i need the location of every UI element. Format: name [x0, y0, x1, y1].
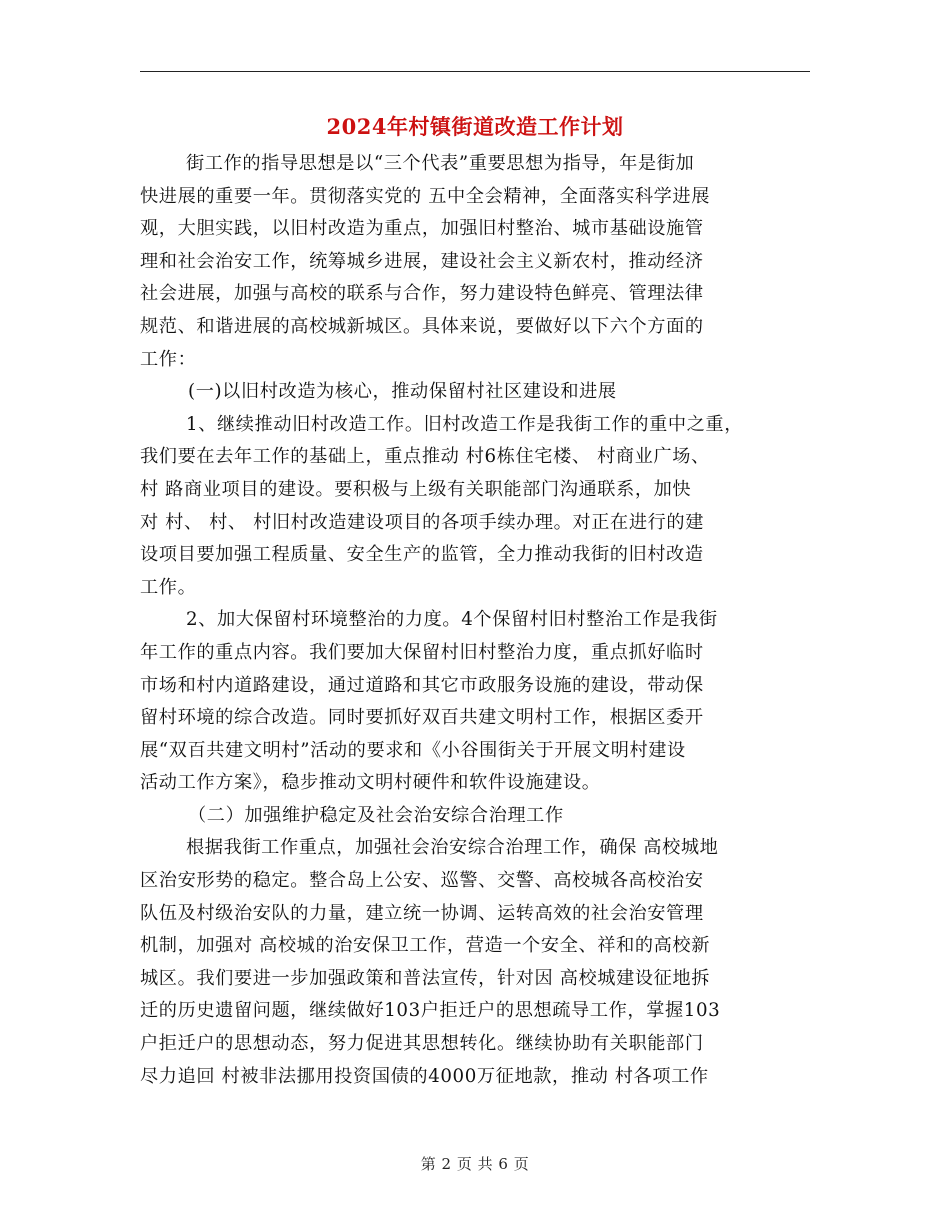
paragraph-line: 工作：	[140, 348, 197, 370]
paragraph-line: 设项目要加强工程质量、安全生产的监管，全力推动我街的旧村改造	[140, 544, 704, 566]
paragraph-line: 观，大胆实践，以旧村改造为重点，加强旧村整治、城市基础设施管	[140, 218, 704, 240]
paragraph-line: 社会进展，加强与高校的联系与合作，努力建设特色鲜亮、管理法律	[140, 283, 704, 305]
paragraph-line: 迁的历史遗留问题，继续做好103户拒迁户的思想疏导工作，掌握103	[140, 1000, 721, 1022]
paragraph-line: 我们要在去年工作的基础上，重点推动 村6栋住宅楼、 村商业广场、	[140, 446, 710, 468]
paragraph-line: 留村环境的综合改造。同时要抓好双百共建文明村工作，根据区委开	[140, 707, 704, 729]
document-body	[140, 148, 815, 1093]
section-heading: (一)以旧村改造为核心，推动保留村社区建设和进展	[188, 381, 617, 403]
paragraph-line: 村 路商业项目的建设。要积极与上级有关职能部门沟通联系，加快	[140, 478, 692, 500]
paragraph-line: 尽力追回 村被非法挪用投资国债的4000万征地款，推动 村各项工作	[140, 1065, 709, 1087]
page-number: 第 2 页 共 6 页	[420, 1155, 530, 1173]
paragraph-line: 城区。我们要进一步加强政策和普法宣传，针对因 高校城建设征地拆	[140, 967, 711, 989]
section-heading: （二）加强维护稳定及社会治安综合治理工作	[188, 804, 564, 826]
paragraph-line: 区治安形势的稳定。整合岛上公安、巡警、交警、高校城各高校治安	[140, 870, 704, 892]
paragraph-line: 2、加大保留村环境整治的力度。4个保留村旧村整治工作是我街	[186, 609, 718, 631]
paragraph-line: 展“双百共建文明村”活动的要求和《小谷围街关于开展文明村建设	[140, 739, 686, 761]
paragraph-line: 根据我街工作重点，加强社会治安综合治理工作，确保 高校城地	[186, 837, 719, 859]
paragraph-line: 1、继续推动旧村改造工作。旧村改造工作是我街工作的重中之重，	[186, 413, 744, 435]
paragraph-line: 活动工作方案》，稳步推动文明村硬件和软件设施建设。	[140, 772, 601, 794]
paragraph-line: 街工作的指导思想是以“三个代表”重要思想为指导，年是街加	[186, 153, 695, 174]
header-rule	[140, 71, 810, 72]
paragraph-line: 对 村、 村、 村旧村改造建设项目的各项手续办理。对正在进行的建	[140, 511, 704, 533]
paragraph-line: 工作。	[140, 576, 197, 598]
paragraph-line: 快进展的重要一年。贯彻落实党的 五中全会精神，全面落实科学进展	[140, 185, 711, 207]
paragraph-line: 规范、和谐进展的高校城新城区。具体来说，要做好以下六个方面的	[140, 315, 704, 337]
paragraph-line: 年工作的重点内容。我们要加大保留村旧村整治力度，重点抓好临时	[140, 641, 704, 663]
paragraph-line: 队伍及村级治安队的力量，建立统一协调、运转高效的社会治安管理	[140, 902, 704, 924]
paragraph-line: 市场和村内道路建设，通过道路和其它市政服务设施的建设，带动保	[140, 674, 704, 696]
document-title: 2024年村镇街道改造工作计划	[326, 114, 624, 139]
paragraph-line: 户拒迁户的思想动态，努力促进其思想转化。继续协助有关职能部门	[140, 1033, 704, 1055]
paragraph-line: 理和社会治安工作，统筹城乡进展，建设社会主义新农村，推动经济	[140, 250, 704, 272]
paragraph-line: 机制，加强对 高校城的治安保卫工作，营造一个安全、祥和的高校新	[140, 935, 711, 957]
